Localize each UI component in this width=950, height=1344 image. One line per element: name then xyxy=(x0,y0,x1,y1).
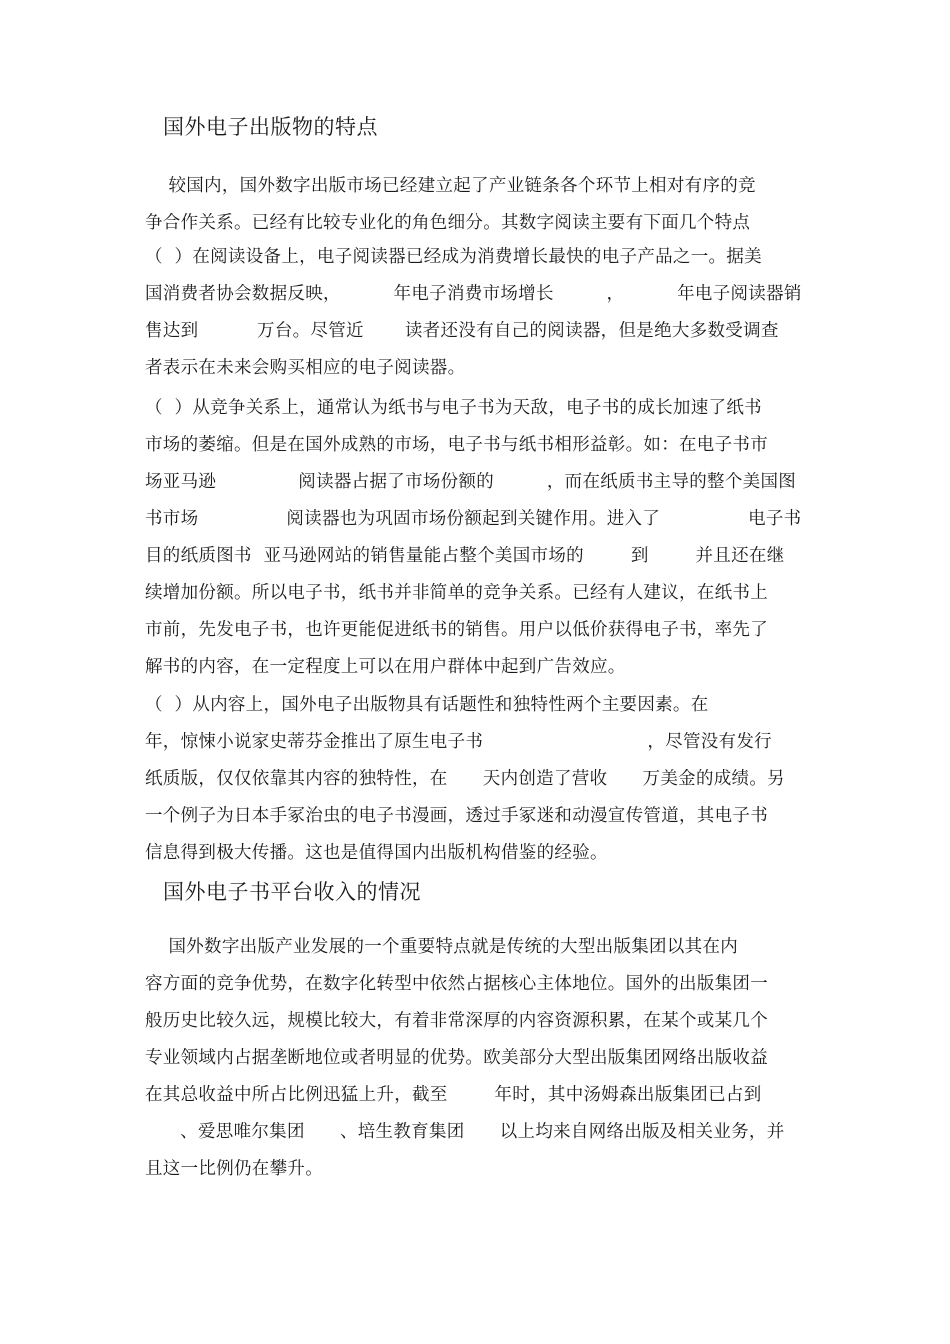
text-line: 般历史比较久远，规模比较大，有着非常深厚的内容资源积累，在某个或某几个 xyxy=(145,1011,768,1031)
text-line: 解书的内容，在一定程度上可以在用户群体中起到广告效应。 xyxy=(145,657,626,677)
text-line: 市场的萎缩。但是在国外成熟的市场，电子书与纸书相形益彰。如：在电子书市 xyxy=(145,435,768,455)
text-line: 专业领域内占据垄断地位或者明显的优势。欧美部分大型出版集团网络出版收益 xyxy=(145,1048,768,1068)
section2-body-paragraph xyxy=(145,929,813,1188)
text-line: 容方面的竞争优势，在数字化转型中依然占据核心主体地位。国外的出版集团一 xyxy=(145,974,768,994)
text-line: 场亚马逊 阅读器占据了市场份额的 ，而在纸质书主导的整个美国图 xyxy=(145,472,797,492)
text-line: 市前，先发电子书，也许更能促进纸书的销售。用户以低价获得电子书，率先了 xyxy=(145,620,768,640)
text-line: （ ）从竞争关系上，通常认为纸书与电子书为天敌，电子书的成长加速了纸书 xyxy=(145,398,762,418)
text-line: 售达到 万台。尽管近 读者还没有自己的阅读器，但是绝大多数受调查 xyxy=(145,321,779,341)
text-line: 续增加份额。所以电子书，纸书并非简单的竞争关系。已经有人建议，在纸书上 xyxy=(145,583,768,603)
text-line: 目的纸质图书 亚马逊网站的销售量能占整个美国市场的 到 并且还在继 xyxy=(145,546,785,566)
text-line: 年，惊悚小说家史蒂芬金推出了原生电子书 ，尽管没有发行 xyxy=(145,732,772,752)
text-line: 纸质版，仅仅依靠其内容的独特性，在 天内创造了营收 万美金的成绩。另 xyxy=(145,769,785,789)
text-line: 、爱思唯尔集团 、培生教育集团 以上均来自网络出版及相关业务，并 xyxy=(145,1122,785,1142)
text-line: 国外数字出版产业发展的一个重要特点就是传统的大型出版集团以其在内 xyxy=(145,937,739,957)
section1-point1-paragraph xyxy=(145,239,813,387)
text-line: 在其总收益中所占比例迅猛上升，截至 年时，其中汤姆森出版集团已占到 xyxy=(145,1085,762,1105)
text-line: 国消费者协会数据反映， 年电子消费市场增长 ， 年电子阅读器销 xyxy=(145,284,802,304)
section1-heading: 国外电子出版物的特点 xyxy=(163,115,378,139)
text-line: 较国内，国外数字出版市场已经建立起了产业链条各个环节上相对有序的竞 xyxy=(145,176,756,196)
section1-point2-paragraph xyxy=(145,390,813,686)
text-line: 一个例子为日本手冢治虫的电子书漫画，透过手冢迷和动漫宣传管道，其电子书 xyxy=(145,806,768,826)
section1-point3-paragraph xyxy=(145,687,813,872)
section1-intro-paragraph xyxy=(145,168,813,242)
text-line: 信息得到极大传播。这也是值得国内出版机构借鉴的经验。 xyxy=(145,843,608,863)
text-line: （ ）从内容上，国外电子出版物具有话题性和独特性两个主要因素。在 xyxy=(145,695,709,715)
text-line: 且这一比例仍在攀升。 xyxy=(145,1159,323,1179)
text-line: 争合作关系。已经有比较专业化的角色细分。其数字阅读主要有下面几个特点 xyxy=(145,213,751,233)
text-line: 者表示在未来会购买相应的电子阅读器。 xyxy=(145,358,466,378)
text-line: 书市场 阅读器也为巩固市场份额起到关键作用。进入了 电子书 xyxy=(145,509,802,529)
text-line: （ ）在阅读设备上，电子阅读器已经成为消费增长最快的电子产品之一。据美 xyxy=(145,247,762,267)
section2-heading: 国外电子书平台收入的情况 xyxy=(163,880,421,904)
